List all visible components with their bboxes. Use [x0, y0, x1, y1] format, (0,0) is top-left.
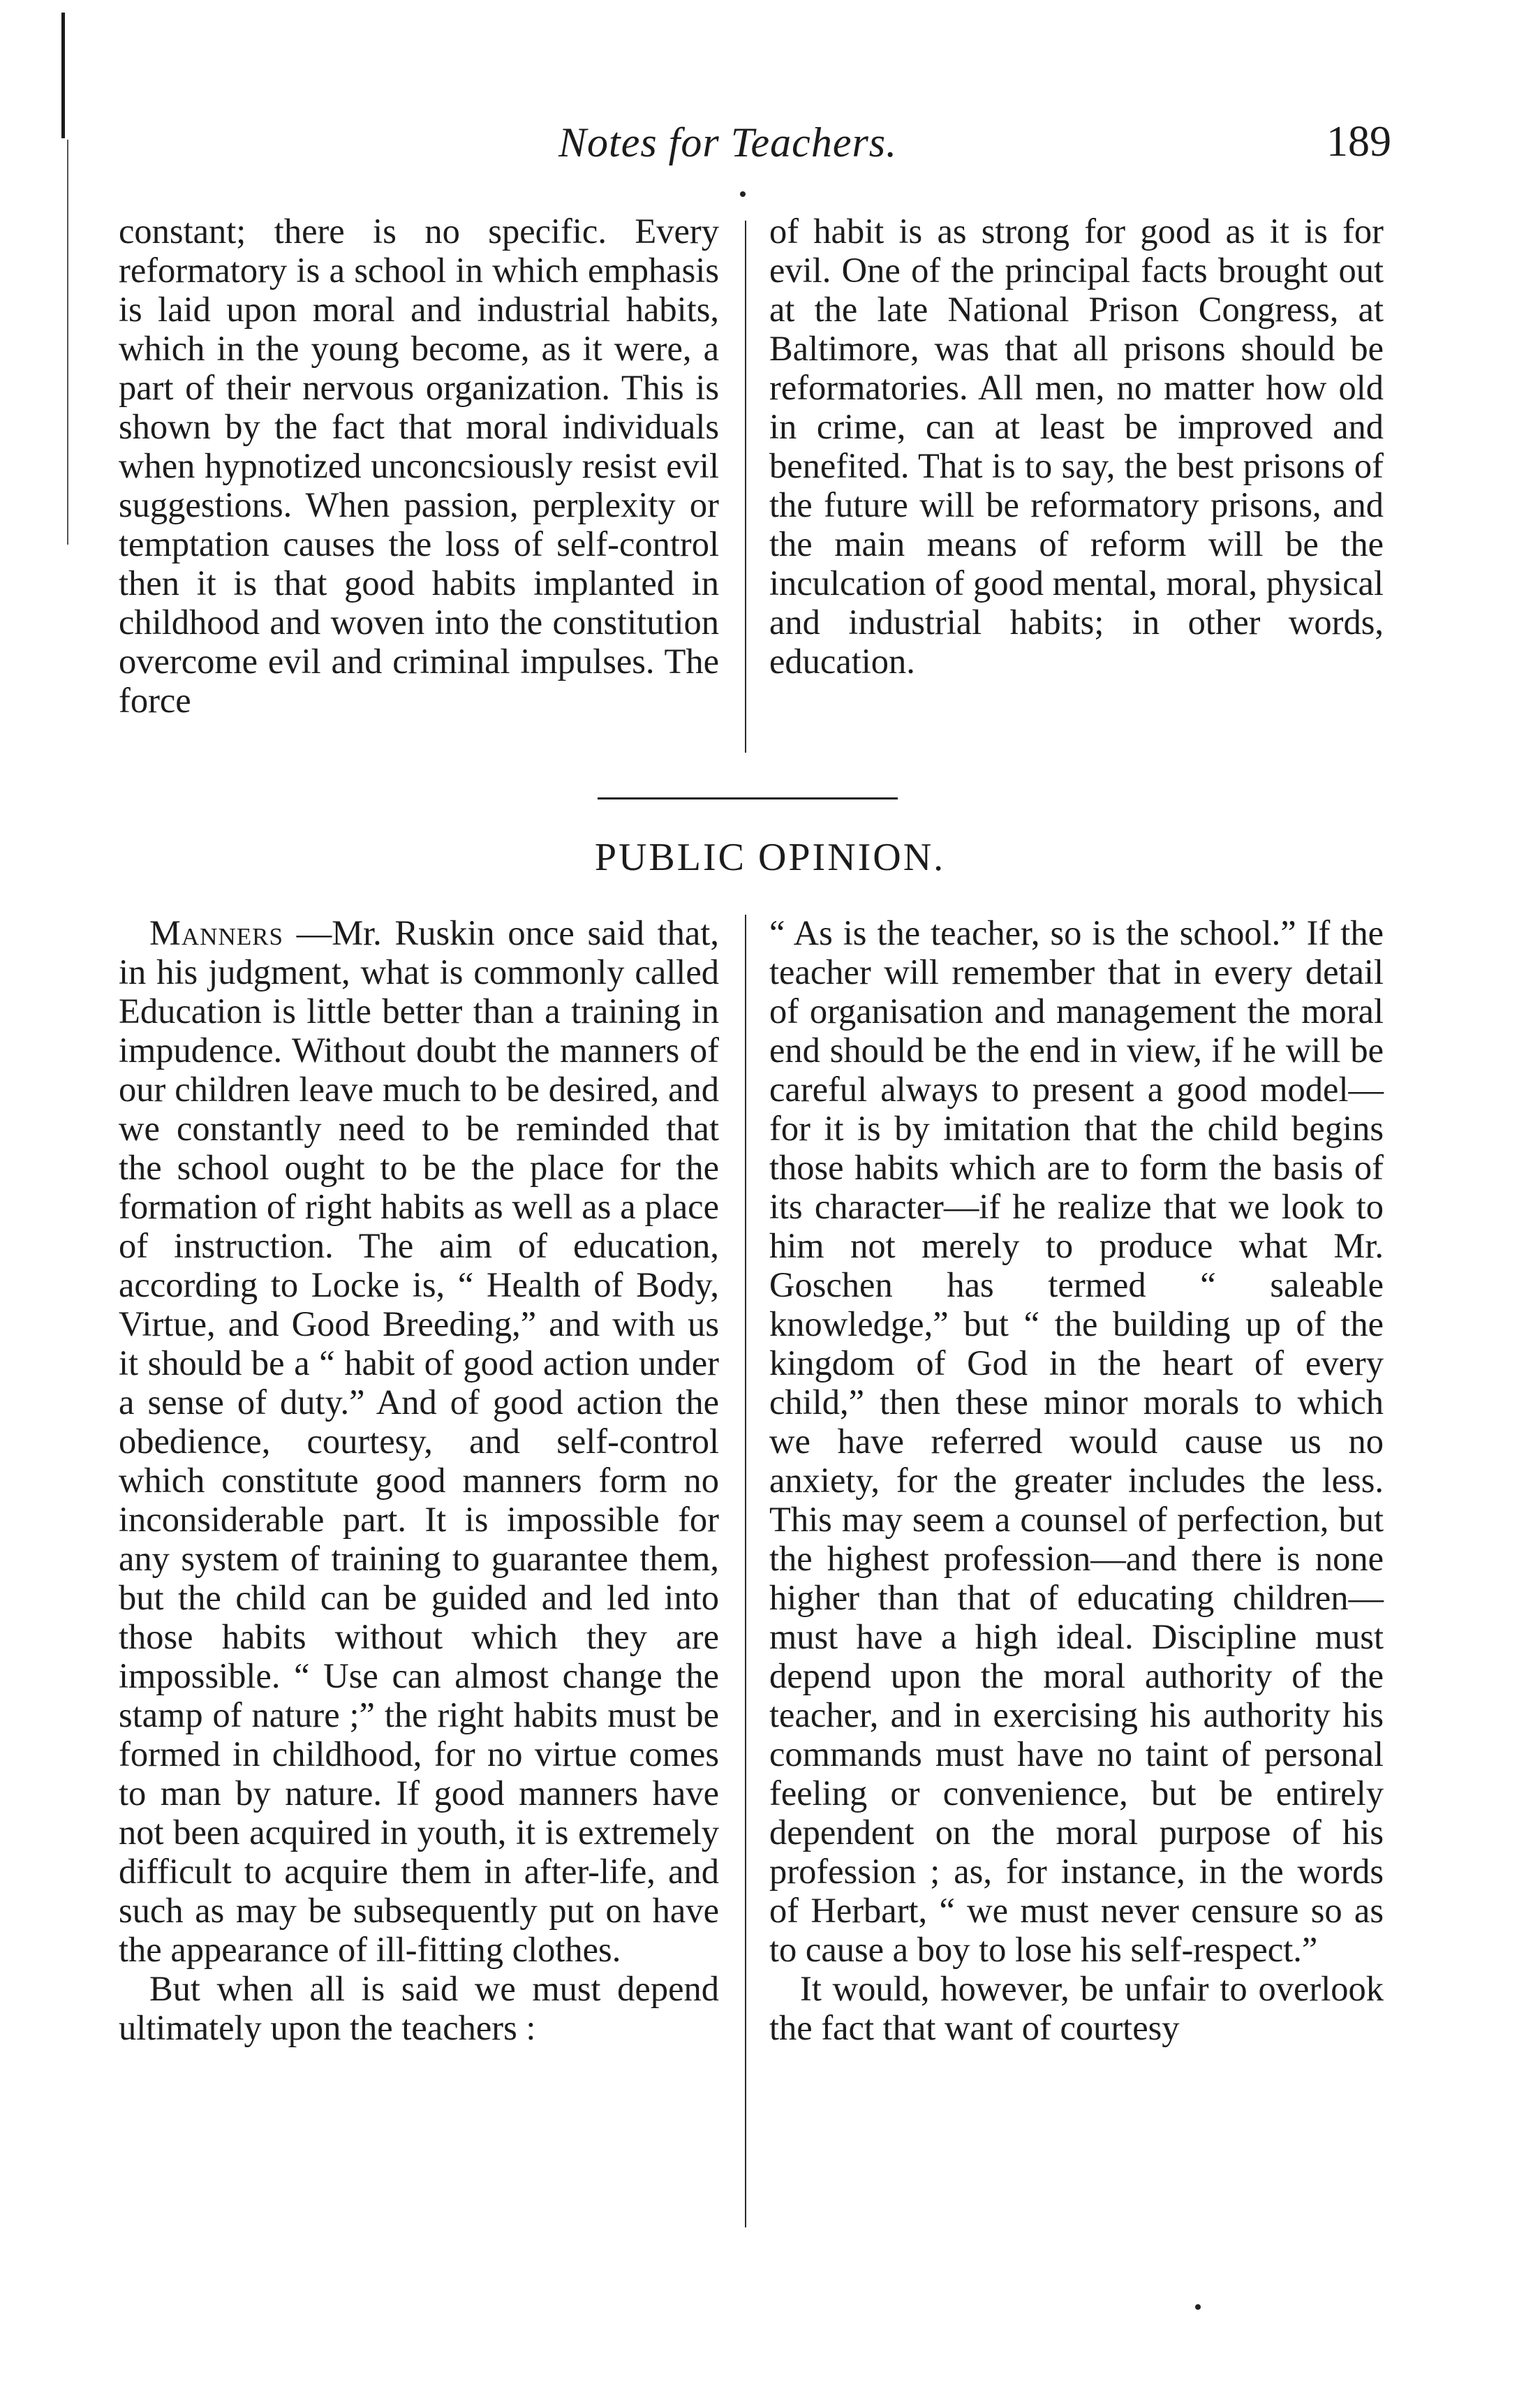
manners-text: —Mr. Ruskin once said that, in his judgment, what is commonly called Education is little better than a training in impudence. Without doubt the manners of our children leave much to be desired, and we constantly need to be reminded that the school ought to be the place for the formation of right habits as well as a place of instruction. The aim of education, according to Locke is, “ Health of Body, Virtue, and Good Breeding,” and with us it should be a “ habit of good action under a sense of duty.” And of good action the obedience, courtesy, and self-control which constitute good manners form no inconsiderable part. It is impossible for any system of training to guarantee them, but the child can be guided and led into those habits without which they are impossible. “ Use can almost change the stamp of nature ;” the right habits must be formed in childhood, for no virtue comes to man by nature. If good manners have not been acquired in youth, it is extremely difficult to acquire them in after-life, and such as may be subsequently put on have the appearance of ill-fitting clothes. [119, 913, 720, 1969]
top-left-column [119, 212, 719, 720]
courtesy-paragraph: It would, however, be unfair to overlook the fact that want of courtesy [769, 1969, 1384, 2047]
top-right-column [769, 212, 1384, 681]
column-divider-bottom [745, 915, 746, 2227]
lead-word: Manners [149, 913, 283, 952]
public-opinion-right-column [769, 913, 1384, 2047]
margin-scan-edge-thin [67, 140, 68, 545]
section-heading: PUBLIC OPINION. [594, 836, 946, 879]
ink-speck [740, 191, 746, 197]
manners-paragraph [119, 913, 719, 1969]
teachers-paragraph: But when all is said we must depend ultimately upon the teachers : [119, 1969, 719, 2047]
ink-speck [1195, 2304, 1201, 2310]
top-left-paragraph: constant; there is no specific. Every reformatory is a school in which emphasis is laid upon moral and industrial habits, which in the young become, as it were, a part of their nervous organization. This is shown by the fact that moral individuals when hypnotized unconcsiously resist evil suggestions. When passion, perplexity or temptation causes the loss of self-control then it is that good habits implanted in childhood and woven into the constitution overcome evil and criminal impulses. The force [119, 212, 719, 720]
teacher-school-paragraph: “ As is the teacher, so is the school.” If the teacher will remember that in every detail of organisation and management the moral end should be the end in view, if he will be careful always to present a good model—for it is by imitation that the child begins those habits which are to form the basis of its character—if he realize that we look to him not merely to produce what Mr. Goschen has termed “ saleable knowledge,” but “ the building up of the kingdom of God in the heart of every child,” then these minor morals to which we have referred would cause us no anxiety, for the greater includes the less. This may seem a counsel of perfection, but the highest profession—and there is none higher than that of educating children—must have a high ideal. Discipline must depend upon the moral authority of the teacher, and in exercising his authority his commands must have no taint of personal feeling or convenience, but be entirely dependent on the moral purpose of his profession ; as, for instance, in the words of Herbart, “ we must never censure so as to cause a boy to lose his self-respect.” [769, 913, 1384, 1969]
column-divider-top [745, 221, 746, 753]
section-divider [598, 797, 898, 799]
page-header [0, 112, 1540, 182]
public-opinion-left-column [119, 913, 719, 2047]
page-number: 189 [1326, 118, 1391, 165]
running-title: Notes for Teachers. [558, 119, 898, 165]
top-right-paragraph: of habit is as strong for good as it is for evil. One of the principal facts brought out at the late National Prison Congress, at Baltimore, was that all prisons should be reformatories. All men, no matter how old in crime, can at least be improved and benefited. That is to say, the best prisons of the future will be reformatory prisons, and the main means of reform will be the inculcation of good mental, moral, physical and industrial habits; in other words, education. [769, 212, 1384, 681]
